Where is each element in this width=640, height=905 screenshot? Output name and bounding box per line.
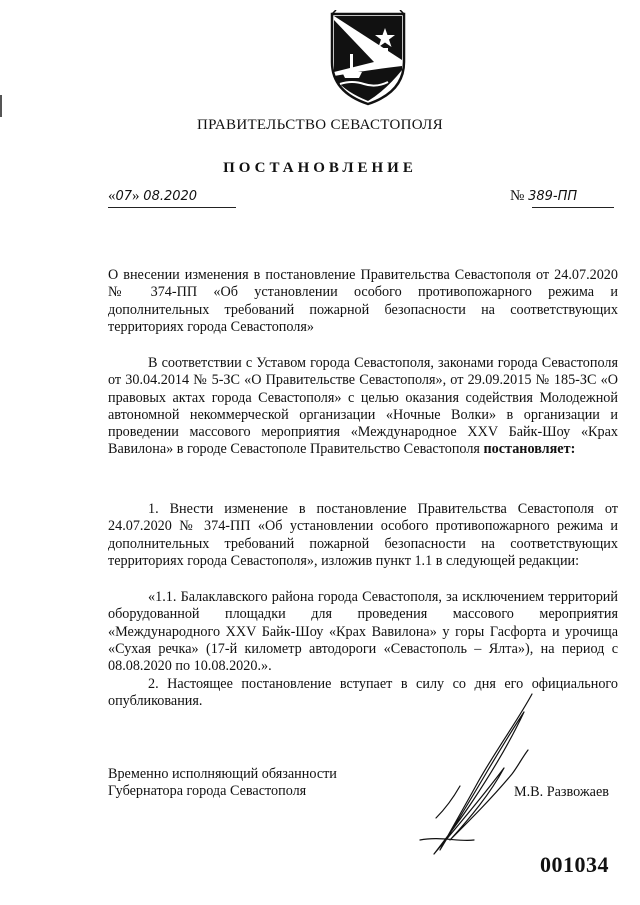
preamble-text: В соответствии с Уставом города Севастополя, законами города Севастополя от 30.04.2014 № 5-ЗС «О Правительстве Севастополя», от 29.09.2015 № 185-ЗС «О правовых актах города Севастополя» с целью оказания содействия Молодежной автономной некоммерческой организации «Ночные Волки» в организации и проведении массового мероприятия «Международное XXV Байк-Шоу «Крах Вавилона» в городе Севастополе Правительство Севастополя: [108, 355, 618, 458]
signer-name: М.В. Развожаев: [514, 784, 609, 800]
decree-word: постановляет:: [483, 441, 576, 458]
serial-number: 001034: [540, 852, 609, 877]
document-type-title: ПОСТАНОВЛЕНИЕ: [223, 160, 417, 176]
date-close-quote: »: [132, 188, 140, 204]
signer-position: [108, 766, 408, 801]
number-prefix: №: [510, 188, 525, 204]
document-subject: О внесении изменения в постановление Правительства Севастополя от 24.07.2020 № 374-ПП «Об установлении особого противопожарного режима и дополнительных требований пожарной безопасности на соответствующих территориях города Севастополя»: [108, 267, 618, 335]
date-open-quote: «: [108, 188, 116, 204]
paragraph-item-1-1: «1.1. Балаклавского района города Севастополя, за исключением территорий оборудованной площадки для проведения массового мероприятия «Международного XXV Байк-Шоу «Крах Вавилона» у горы Гасфорта и урочища «Сухая речка» (17-й километр автодороги «Севастополь – Ялта»), на период с 08.08.2020 по 10.08.2020.».: [108, 589, 618, 675]
signer-position-line-2: Губернатора города Севастополя: [108, 783, 307, 800]
paragraph-item-2: 2. Настоящее постановление вступает в силу со дня его официального опубликования.: [108, 676, 618, 710]
date-day: 07: [115, 189, 133, 204]
date-month-year: 08.2020: [143, 189, 198, 204]
number-value: 389-ПП: [528, 189, 578, 204]
sevastopol-coat-of-arms-icon: [328, 10, 408, 106]
date-underline: [108, 207, 236, 208]
preamble-paragraph: [108, 355, 618, 459]
number-underline: [532, 207, 614, 208]
government-name: ПРАВИТЕЛЬСТВО СЕВАСТОПОЛЯ: [197, 117, 443, 133]
document-date: [108, 188, 238, 205]
document-number: [510, 188, 616, 205]
signer-position-line-1: Временно исполняющий обязанности: [108, 766, 337, 782]
paragraph-item-1: 1. Внести изменение в постановление Правительства Севастополя от 24.07.2020 № 374-ПП «Об установлении особого противопожарного режима и дополнительных требований пожарной безопасности на соответствующих территориях города Севастополя», изложив пункт 1.1 в следующей редакции:: [108, 501, 618, 569]
handwritten-signature: [400, 690, 560, 860]
scan-edge-mark: [0, 95, 2, 117]
